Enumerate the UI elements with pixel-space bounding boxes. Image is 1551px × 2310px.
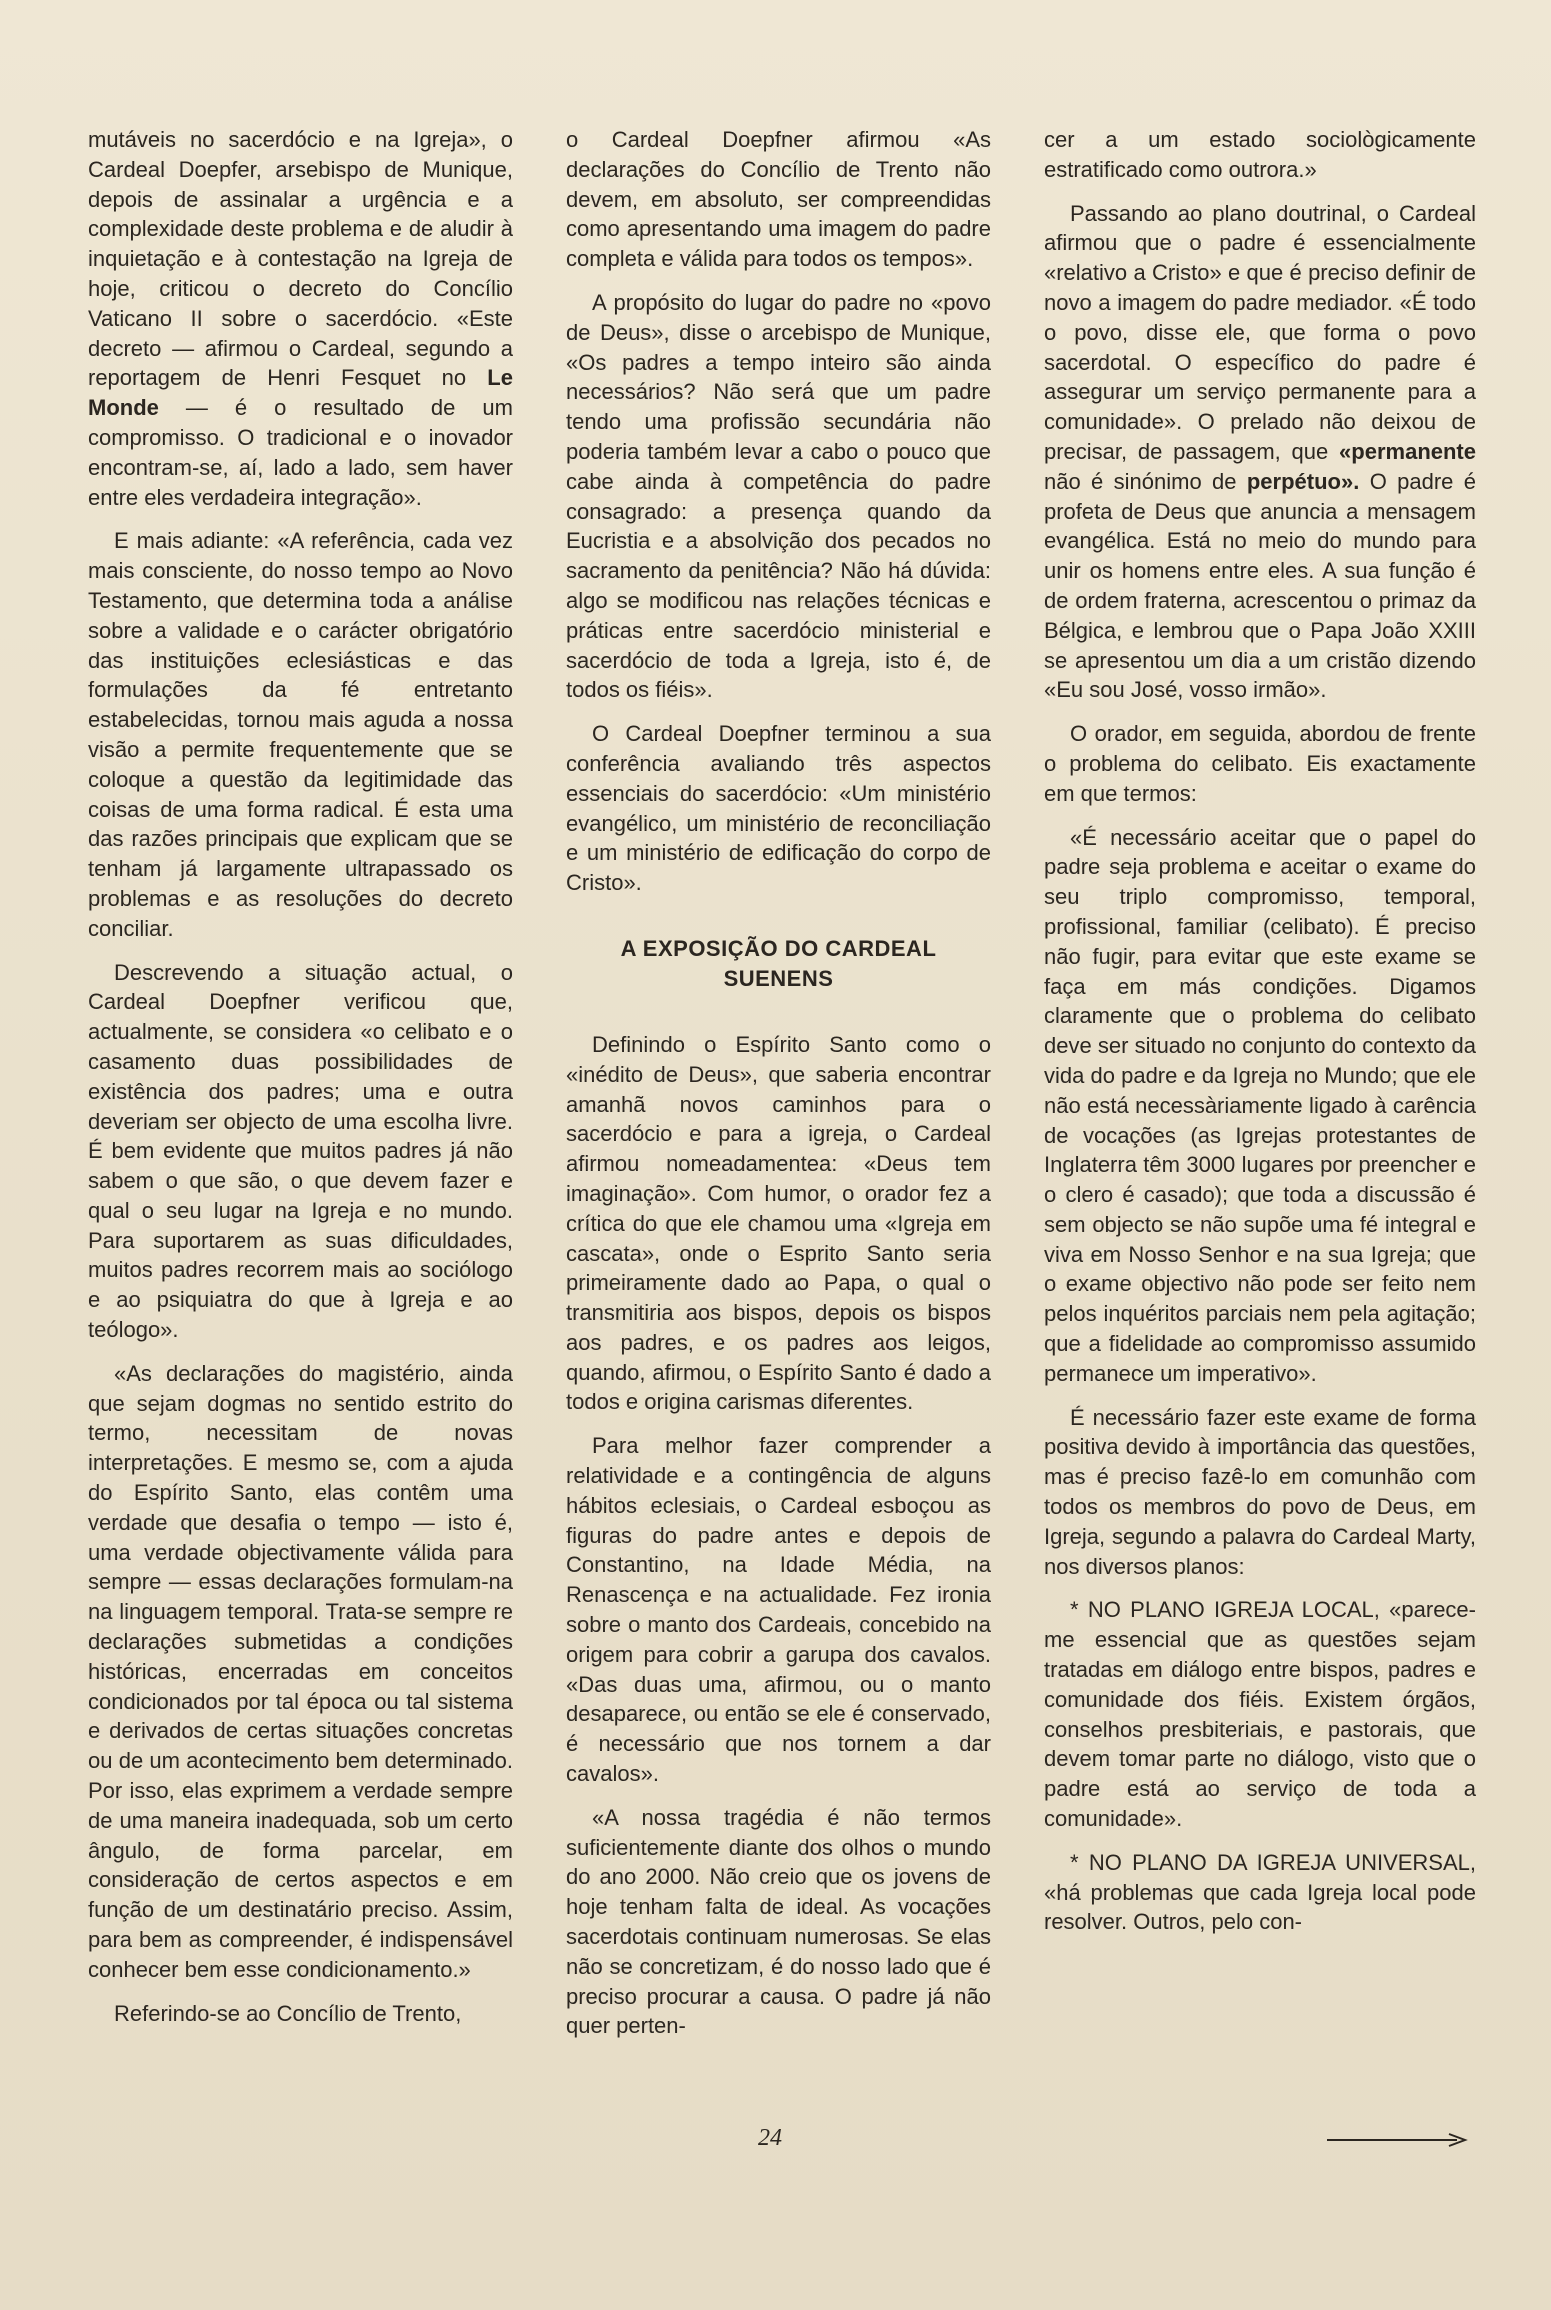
paragraph: Definindo o Espírito Santo como o «inédito de Deus», que saberia encontrar amanhã novos caminhos para o sacerdócio e para a igreja, o Cardeal afirmou nomeadamentea: «Deus tem imaginação». Com humor, o orador fez a crítica do que ele chamou uma «Igreja em cascata», onde o Esprito Santo seria primeiramente dado ao Papa, o qual o transmitiria aos bispos, depois os bispos aos padres, e os padres aos leigos, quando, afirmou, o Espírito Santo é dado a todos e origina carismas diferentes.	[566, 1031, 991, 1415]
text-column-left	[88, 125, 513, 2042]
paragraph: A propósito do lugar do padre no «povo de Deus», disse o arcebispo de Munique, «Os padres a tempo inteiro são ainda necessários? Não será que um padre tendo uma profissão secundária não poderia também levar a cabo o pouco que cabe ainda à competência do padre consagrado: a presença quando da Eucristia e a absolvição dos pecados no sacramento da penitência? Não há dúvida: algo se modificou nas relações técnicas e práticas entre sacerdócio ministerial e sacerdócio de toda a Igreja, isto é, de todos os fiéis».	[566, 289, 991, 703]
paragraph: mutáveis no sacerdócio e na Igreja», o Cardeal Doepfer, arsebispo de Munique, depois de assinalar a urgência e a complexidade deste problema e de aludir à inquietação e à contestação na Igreja de hoje, criticou o decreto do Concílio Vaticano II sobre o sacerdócio. «Este decreto — afirmou o Cardeal, segundo a reportagem de Henri Fesquet no Le Monde — é o resultado de um compromisso. O tradicional e o inovador encontram-se, aí, lado a lado, sem haver entre eles verdadeira integração».	[88, 127, 513, 510]
paragraph: o Cardeal Doepfner afirmou «As declarações do Concílio de Trento não devem, em absoluto, ser compreendidas como apresentando uma imagem do padre completa e válida para todos os tempos».	[566, 127, 991, 272]
paragraph: Para melhor fazer comprender a relatividade e a contingência de alguns hábitos eclesiais, o Cardeal esboçou as figuras do padre antes e depois de Constantino, na Idade Média, na Renascença e na actualidade. Fez ironia sobre o manto dos Cardeais, concebido na origem para cobrir a garupa dos cavalos. «Das duas uma, afirmou, ou o manto desaparece, ou então se ele é conservado, é necessário que nos tornem a dar cavalos».	[566, 1433, 991, 1787]
paragraph: O Cardeal Doepfner terminou a sua conferência avaliando três aspectos essenciais do sacerdócio: «Um ministério evangélico, um ministério de reconciliação e um ministério de edificação do corpo de Cristo».	[566, 721, 991, 896]
paragraph: E mais adiante: «A referência, cada vez mais consciente, do nosso tempo ao Novo Testamento, que determina toda a análise sobre a validade e o carácter obrigatório das instituições eclesiásticas e das formulações da fé entretanto estabelecidas, tornou mais aguda a nossa visão a permite frequentemente que se coloque a questão da legitimidade das coisas de uma forma radical. É esta uma das razões principais que explicam que se tenham já largamente ultrapassado os problemas e as resoluções do decreto conciliar.	[88, 528, 513, 941]
paragraph: Descrevendo a situação actual, o Cardeal Doepfner verificou que, actualmente, se considera «o celibato e o casamento duas possibilidades de existência dos padres; uma e outra deveriam ser objecto de uma escolha livre. É bem evidente que muitos padres já não sabem o que são, o que devem fazer e qual o seu lugar na Igreja e no mundo. Para suportarem as suas dificuldades, muitos padres recorrem mais ao sociólogo e ao psiquiatra do que à Igreja e ao teólogo».	[88, 959, 513, 1343]
bold-term: perpétuo».	[1246, 468, 1360, 494]
section-heading-line: A EXPOSIÇÃO DO CARDEAL	[620, 935, 937, 961]
paragraph: «As declarações do magistério, ainda que sejam dogmas no sentido estrito do termo, necessitam de novas interpretações. E mesmo se, com a ajuda do Espírito Santo, elas contêm uma verdade que desafia o tempo — isto é, uma verdade objectivamente válida para sempre — essas declarações formulam-na na linguagem temporal. Trata-se sempre re declarações submetidas a condições históricas, encerradas em conceitos condicionados por tal época ou tal sistema e derivados de certas situações concretas ou de um acontecimento bem determinado. Por isso, elas exprimem a verdade sempre de uma maneira inadequada, sob um certo ângulo, de forma parcelar, em consideração de certos aspectos e em função de um destinatário preciso. Assim, para bem as compreender, é indispensável conhecer bem esse condicionamento.»	[88, 1360, 513, 1982]
paragraph: «É necessário aceitar que o papel do padre seja problema e aceitar o exame do seu triplo compromisso, temporal, profissional, familiar (celibato). É preciso não fugir, para evitar que este exame se faça em más condições. Digamos claramente que o problema do celibato deve ser situado no conjunto do contexto da vida do padre e da Igreja no Mundo; que ele não está necessàriamente ligado à carência de vocações (as Igrejas protestantes de Inglaterra têm 3000 lugares por preencher e o clero é casado); que toda a discussão é sem objecto se não supõe uma fé integral e viva em Nosso Senhor e na sua Igreja; que o exame objectivo não pode ser feito nem pelos inquéritos parciais nem pela agitação; que a fidelidade ao compromisso assumido permanece um imperativo».	[1044, 824, 1476, 1386]
paragraph: O orador, em seguida, abordou de frente o problema do celibato. Eis exactamente em que termos:	[1044, 721, 1476, 806]
text-column-middle	[566, 125, 991, 2055]
paragraph: * NO PLANO IGREJA LOCAL, «parece-me essencial que as questões sejam tratadas em diálogo entre bispos, padres e comunidade dos fiéis. Existem órgãos, conselhos presbiteriais, e pastorais, que devem tomar parte no diálogo, visto que o padre está ao serviço de toda a comunidade».	[1044, 1597, 1476, 1832]
bold-term: «permanente	[1339, 438, 1476, 464]
continued-arrow-icon	[1325, 2130, 1470, 2150]
paragraph: Referindo-se ao Concílio de Trento,	[114, 2000, 462, 2026]
newspaper-title: Le Monde	[88, 365, 513, 421]
paragraph: * NO PLANO DA IGREJA UNIVERSAL, «há problemas que cada Igreja local pode resolver. Outros, pelo con-	[1044, 1849, 1476, 1935]
paragraph: cer a um estado sociològicamente estratificado como outrora.»	[1044, 127, 1476, 182]
page-number: 24	[758, 2125, 782, 2151]
section-heading-line: SUENENS	[723, 965, 834, 991]
paragraph: Passando ao plano doutrinal, o Cardeal afirmou que o padre é essencialmente «relativo a Cristo» e que é preciso definir de novo a imagem do padre mediador. «É todo o povo, disse ele, que forma o povo sacerdotal. O específico do padre é assegurar um serviço permanente para a comunidade». O prelado não deixou de precisar, de passagem, que «permanente não é sinónimo de perpétuo». O padre é profeta de Deus que anuncia a mensagem evangélica. Está no meio do mundo para unir os homens entre eles. A sua função é de ordem fraterna, acrescentou o primaz da Bélgica, e lembrou que o Papa João XXIII se apresentou um dia a um cristão dizendo «Eu sou José, vosso irmão».	[1044, 200, 1476, 703]
section-heading	[566, 934, 991, 994]
paragraph: «A nossa tragédia é não termos suficientemente diante dos olhos o mundo do ano 2000. Não creio que os jovens de hoje tenham falta de ideal. As vocações sacerdotais continuam numerosas. Se elas não se concretizam, é do nosso lado que é preciso procurar a causa. O padre já não quer perten-	[566, 1804, 991, 2039]
text-column-right	[1044, 125, 1476, 1951]
paragraph: É necessário fazer este exame de forma positiva devido à importância das questões, mas é preciso fazê-lo em comunhão com todos os membros do povo de Deus, em Igreja, segundo a palavra do Cardeal Marty, nos diversos planos:	[1044, 1404, 1476, 1579]
